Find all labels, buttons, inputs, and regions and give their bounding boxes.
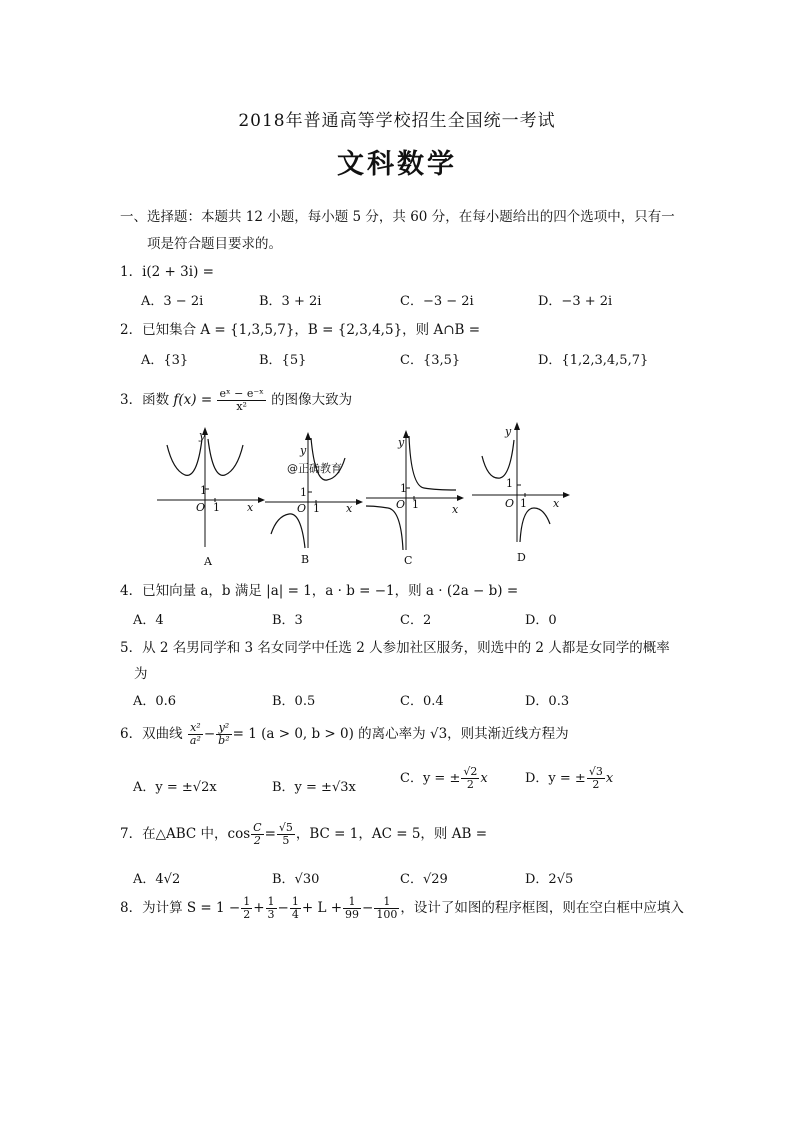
q3-stem-prefix: 3．函数 — [120, 392, 170, 408]
graph-d-origin: O — [505, 497, 515, 510]
exam-title: 2018年普通高等学校招生全国统一考试 — [238, 111, 556, 131]
q5-stem-cont: 为 — [134, 666, 148, 682]
q7-frac-v-den: 5 — [282, 834, 290, 847]
q8-frac-3-den: 4 — [291, 908, 299, 921]
q8-frac-5-den: 100 — [376, 908, 398, 921]
q7-eq: = — [264, 826, 276, 842]
subject-title: 文科数学 — [337, 149, 457, 180]
q6-option-c-var: x — [480, 771, 488, 786]
q8-minus: − — [277, 900, 289, 916]
q8-stem — [120, 896, 684, 921]
q4-option-a: A．4 — [133, 613, 164, 628]
q6-option-d-frac — [587, 766, 605, 791]
graph-c-origin: O — [396, 498, 406, 511]
q6-option-c-frac — [461, 766, 479, 791]
q7-frac-c — [251, 822, 263, 847]
q7-frac-c-den: 2 — [253, 834, 261, 847]
graph-d-y-label: y — [505, 425, 512, 438]
q7-stem-suffix: ，BC = 1，AC = 5，则 AB = — [295, 826, 487, 842]
q3-stem — [120, 388, 352, 413]
q5-option-d: D．0.3 — [525, 694, 570, 709]
q3-stem-suffix: 的图像大致为 — [271, 392, 353, 408]
q8-frac-5 — [374, 896, 399, 921]
q7-frac-v-num: √5 — [278, 821, 293, 834]
graph-d-x-label: x — [553, 497, 560, 510]
q5-stem: 5．从 2 名男同学和 3 名女同学中任选 2 人参加社区服务，则选中的 2 人都是女同学的概率 — [120, 640, 670, 656]
q8-frac-3 — [290, 896, 301, 921]
q6-frac-y-num: y² — [216, 722, 231, 735]
q3-numerator: eˣ − e⁻ˣ — [219, 387, 264, 400]
section-heading-line2: 项是符合题目要求的。 — [147, 236, 282, 252]
q7-frac-v — [277, 822, 295, 847]
q2-option-a: A．{3} — [141, 353, 189, 368]
q8-stem-prefix: 8．为计算 S = 1 − — [120, 900, 241, 916]
graph-b-x-label: x — [346, 502, 353, 515]
q6-option-d — [525, 766, 613, 791]
q6-option-c-num: √2 — [463, 765, 478, 778]
q6-stem-prefix: 6．双曲线 — [120, 726, 183, 742]
q4-stem: 4．已知向量 a，b 满足 |a| = 1，a · b = −1，则 a · (2a − b) = — [120, 583, 519, 599]
q1-option-d: D．−3 + 2i — [538, 294, 613, 309]
q1-option-c: C．−3 − 2i — [400, 294, 474, 309]
graph-a — [155, 425, 265, 550]
q6-option-d-num: √3 — [588, 765, 603, 778]
q6-option-d-prefix: D．y = ± — [525, 771, 586, 786]
q6-option-d-var: x — [605, 771, 614, 786]
q8-frac-1-num: 1 — [243, 895, 251, 908]
q8-frac-5-num: 1 — [374, 896, 399, 909]
q1-option-a: A．3 − 2i — [141, 294, 204, 309]
q8-minus-2: − — [362, 900, 374, 916]
q7-option-c: C．√29 — [400, 872, 448, 887]
q4-option-d: D．0 — [525, 613, 557, 628]
graph-a-y-label: y — [199, 429, 206, 442]
q6-frac-x-den: a² — [189, 734, 201, 747]
q1-option-b: B．3 + 2i — [259, 294, 322, 309]
q3-fraction — [217, 388, 265, 413]
q7-stem — [120, 822, 487, 847]
graph-c-y-label: y — [398, 436, 405, 449]
graph-a-x-label: x — [247, 501, 254, 514]
graph-b-x-one: 1 — [313, 502, 320, 515]
q3-function: f(x) = — [173, 392, 213, 408]
q8-plus: + — [253, 900, 265, 916]
graph-b-caption: B — [301, 553, 310, 566]
q6-frac-x-num: x² — [188, 722, 203, 735]
graph-c-one-label: 1 — [400, 482, 407, 495]
q6-option-c — [400, 766, 488, 791]
q6-frac-y — [216, 722, 231, 747]
watermark: @正确教育 — [287, 462, 342, 475]
q2-stem: 2．已知集合 A = {1,3,5,7}，B = {2,3,4,5}，则 A∩B = — [120, 322, 481, 338]
q7-option-d: D．2√5 — [525, 872, 574, 887]
q6-frac-y-den: b² — [218, 734, 230, 747]
graph-b-one-label: 1 — [300, 486, 307, 499]
q6-frac-x — [188, 722, 203, 747]
q8-frac-2 — [266, 896, 277, 921]
graph-a-origin: O — [196, 501, 206, 514]
graph-a-one-label: 1 — [200, 484, 207, 497]
q8-frac-2-den: 3 — [267, 908, 275, 921]
q4-option-c: C．2 — [400, 613, 432, 628]
q6-option-b: B．y = ±√3x — [272, 780, 356, 795]
section-heading-line1: 一、选择题：本题共 12 小题，每小题 5 分，共 60 分，在每小题给出的四个选项中，只有一 — [120, 209, 675, 225]
q6-stem: 6．双曲线 $\frac{\text{x²}}{\text{a²}}$ − $\frac{\text{y²}}{\text{b²}}$ = 1 (a > 0, b > 0) 的离心率为 √3，则其渐近线方程为 — [120, 721, 569, 747]
graph-b-origin: O — [297, 502, 307, 515]
q8-stem-suffix: ，设计了如图的程序框图，则在空白框中应填入 — [400, 900, 684, 916]
q6-option-d-den: 2 — [592, 778, 600, 791]
q8-frac-4 — [343, 896, 361, 921]
q2-option-d: D．{1,2,3,4,5,7} — [538, 353, 649, 368]
q7-frac-c-num: C — [253, 821, 262, 834]
q8-frac-4-num: 1 — [343, 896, 361, 909]
q1-stem: 1．i(2 + 3i) = — [120, 264, 214, 280]
q8-frac-4-den: 99 — [345, 908, 360, 921]
q6-option-c-prefix: C．y = ± — [400, 771, 461, 786]
graph-c — [364, 428, 464, 553]
q7-stem-prefix: 7．在△ABC 中，cos — [120, 826, 251, 842]
q8-mid: + L + — [301, 900, 343, 916]
q6-option-c-den: 2 — [466, 778, 474, 791]
graph-a-x-one: 1 — [213, 501, 220, 514]
q2-option-b: B．{5} — [259, 353, 307, 368]
q3-denominator: x² — [236, 400, 247, 413]
q5-option-c: C．0.4 — [400, 694, 444, 709]
q8-frac-1-den: 2 — [243, 908, 251, 921]
graph-c-caption: C — [404, 554, 413, 567]
q5-option-a: A．0.6 — [133, 694, 177, 709]
q7-option-b: B．√30 — [272, 872, 320, 887]
q6-option-a: A．y = ±√2x — [133, 780, 217, 795]
graph-c-x-one: 1 — [412, 498, 419, 511]
graph-a-caption: A — [204, 555, 212, 568]
graph-d-x-one: 1 — [520, 497, 527, 510]
q7-option-a: A．4√2 — [133, 872, 181, 887]
graph-b-y-label: y — [300, 444, 307, 457]
graph-c-x-label: x — [452, 503, 459, 516]
q8-frac-1 — [241, 896, 252, 921]
q4-option-b: B．3 — [272, 613, 303, 628]
graph-b — [263, 430, 363, 550]
graph-d-caption: D — [517, 551, 526, 564]
q5-option-b: B．0.5 — [272, 694, 316, 709]
q8-frac-3-num: 1 — [291, 895, 299, 908]
q6-stem-mid: = 1 (a > 0, b > 0) 的离心率为 √3，则其渐近线方程为 — [232, 726, 569, 742]
graph-d-one-label: 1 — [506, 477, 513, 490]
q2-option-c: C．{3,5} — [400, 353, 461, 368]
q8-frac-2-num: 1 — [267, 895, 275, 908]
graph-d — [470, 420, 570, 545]
